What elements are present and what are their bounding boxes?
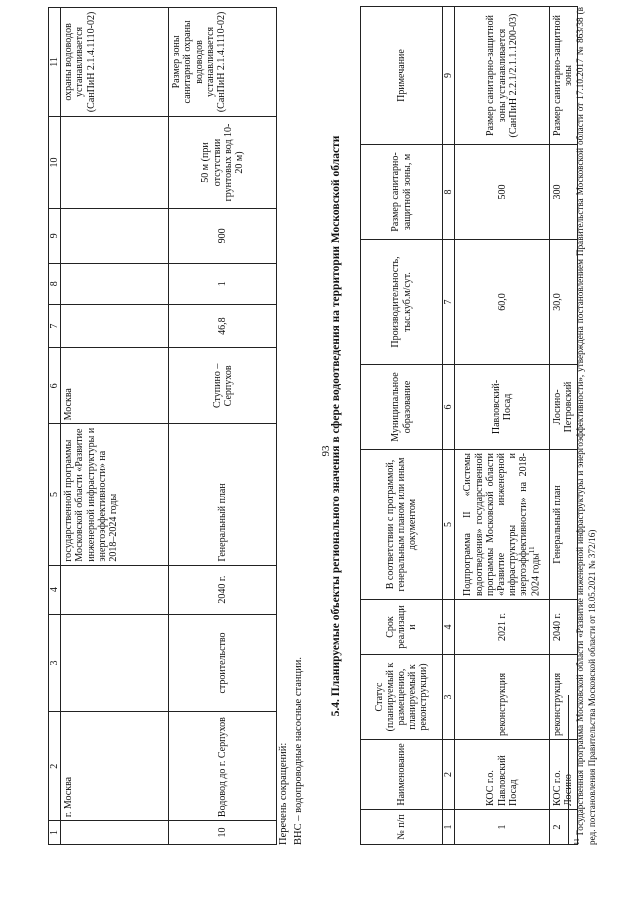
col-number: 1 [49,821,61,845]
col-number: 7 [49,304,61,347]
object-name: Водовод до г. Серпухов [169,712,277,821]
header-municipality: Муниципальное образование [361,365,443,450]
col-number: 9 [443,7,455,145]
header-number: № п/п [361,810,443,845]
document: государственной программы Московской области «Развитие инженерной инфраструктуры и энергоэффективности» на 2018–2024 годы [61,424,169,565]
abbreviations-title: Перечень сокращений: [278,742,289,845]
col-number: 10 [49,116,61,208]
header-status: Статус (планируемый к размещению, планируемый к реконструкции) [361,655,443,740]
table-row [61,8,169,845]
deadline: 2040 г. [169,565,277,614]
col-number: 8 [49,263,61,304]
note: Размер зоны санитарной охраны водоводов устанавливается (СанПиН 2.1.4.1110-02) [169,8,277,117]
col-number: 5 [443,450,455,600]
object-name: г. Москва [61,712,169,821]
status: реконструкция [455,655,550,740]
table-row [169,8,277,845]
deadline: 2040 г. [550,600,577,655]
municipality: Лосино-Петровский [550,365,577,450]
footnote [573,7,598,845]
sewerage-objects-table [360,6,578,845]
deadline: 2021 г. [455,600,550,655]
document: Генеральный план [169,424,277,565]
municipality: Павловский-Посад [455,365,550,450]
col-number: 6 [443,365,455,450]
municipality: Москва [61,348,169,424]
table-header-row [361,7,443,845]
sanitary-zone: 500 [455,145,550,240]
row-number: 1 [455,810,550,845]
col-number: 11 [49,8,61,117]
col-number: 6 [49,348,61,424]
page-number: 93 [320,445,332,457]
footnote-mark: 11 [573,838,581,845]
sanitary-zone: 300 [550,145,577,240]
row-number: 10 [169,821,277,845]
note: охраны водоводов устанавливается (СанПиН 2.1.4.1110-02) [61,8,169,117]
object-name: КОС г.о. Лосино- [550,740,577,810]
count: 1 [169,263,277,304]
status: реконструкция [550,655,577,740]
footnote-mark: 11 [528,546,537,554]
header-zone: Размер санитарно-защитной зоны, м [361,145,443,240]
header-deadline: Срок реализации [361,600,443,655]
length: 46,8 [169,304,277,347]
col-number: 3 [443,655,455,740]
col-number: 2 [49,712,61,821]
municipality: Ступино – Серпухов [169,348,277,424]
header-name: Наименование [361,740,443,810]
col-number: 2 [443,740,455,810]
row-number: 2 [550,810,577,845]
header-note: Примечание [361,7,443,145]
diameter: 900 [169,209,277,263]
column-number-row [443,7,455,845]
note: Размер санитарно-защитной зоны [550,7,577,145]
header-document: В соответствии с программой, генеральным планом или иным документом [361,450,443,600]
col-number: 3 [49,614,61,712]
footnote-text: Государственная программа Московской области «Развитие инженерной инфраструктуры и энергоэффективности», утверждена постановлением Правительства Московской области от 17.10.2017 № 863/38 (в ред. постановления Правительства Московской области от 18.05.2021 № 372/16) [575,7,597,845]
header-capacity: Производительность, тыс.куб.м/сут. [361,240,443,365]
status: строительство [169,614,277,712]
column-number-row [49,8,61,845]
capacity: 60,0 [455,240,550,365]
col-number: 9 [49,209,61,263]
col-number: 4 [443,600,455,655]
col-number: 1 [443,810,455,845]
table-row [455,7,550,845]
note: Размер санитарно-защитной зоны устанавливается (СанПиН 2.2.1/2.1.1.1200-03) [455,7,550,145]
document: Генеральный план [550,450,577,600]
water-supply-table-continuation [48,7,277,845]
footnote-rule [568,695,569,845]
capacity: 30,0 [550,240,577,365]
object-name: КОС г.о. Павловский Посад [455,740,550,810]
section-title: 5.4. Планируемые объекты регионального значения в сфере водоотведения на территории Московской области [330,135,342,717]
col-number: 7 [443,240,455,365]
col-number: 8 [443,145,455,240]
col-number: 5 [49,424,61,565]
col-number: 4 [49,565,61,614]
document: Подпрограмма II «Системы водоотведения» государственной программы Московской области «Развитие инженерной инфраструктуры и энергоэффективности» на 2018-2024 годы$^{11}$ [455,450,550,600]
abbreviations-line: ВНС – водопроводные насосные станции. [293,657,304,845]
protection-zone: 50 м (при отсутствии грунтовых вод 10-20 м) [169,116,277,208]
